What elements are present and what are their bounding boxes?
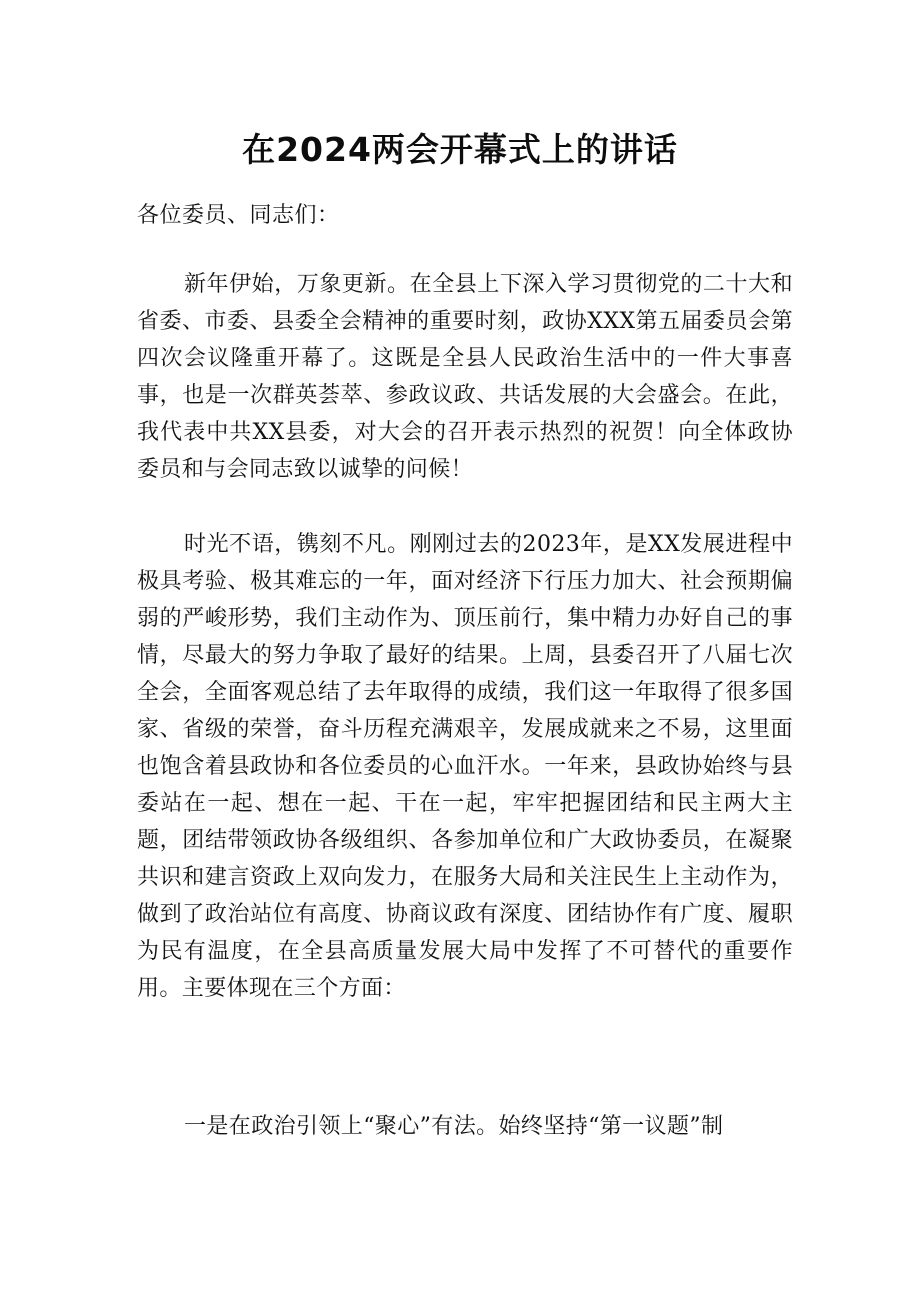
document-title: 在2024两会开幕式上的讲话: [242, 130, 678, 169]
salutation: 各位委员、同志们：: [137, 203, 340, 228]
paragraph-1: 新年伊始，万象更新。在全县上下深入学习贯彻党的二十大和省委、市委、县委全会精神的重要时刻，政协XXX第五届委员会第四次会议隆重开幕了。这既是全县人民政治生活中的一件大事喜事，也是一次群英荟萃、参政议政、共话发展的大会盛会。在此，我代表中共XX县委，对大会的召开表示热烈的祝贺！向全体政协委员和与会同志致以诚挚的问候！: [137, 272, 793, 482]
paragraph-3: 一是在政治引领上“聚心”有法。始终坚持“第一议题”制: [184, 1114, 724, 1139]
paragraph-2: 时光不语，镌刻不凡。刚刚过去的2023年，是XX发展进程中极具考验、极其难忘的一年，面对经济下行压力加大、社会预期偏弱的严峻形势，我们主动作为、顶压前行，集中精力办好自己的事情，尽最大的努力争取了最好的结果。上周，县委召开了八届七次全会，全面客观总结了去年取得的成绩，我们这一年取得了很多国家、省级的荣誉，奋斗历程充满艰辛，发展成就来之不易，这里面也饱含着县政协和各位委员的心血汗水。一年来，县政协始终与县委站在一起、想在一起、干在一起，牢牢把握团结和民主两大主题，团结带领政协各级组织、各参加单位和广大政协委员，在凝聚共识和建言资政上双向发力，在服务大局和关注民生上主动作为，做到了政治站位有高度、协商议政有深度、团结协作有广度、履职为民有温度，在全县高质量发展大局中发挥了不可替代的重要作用。主要体现在三个方面：: [137, 532, 793, 1001]
